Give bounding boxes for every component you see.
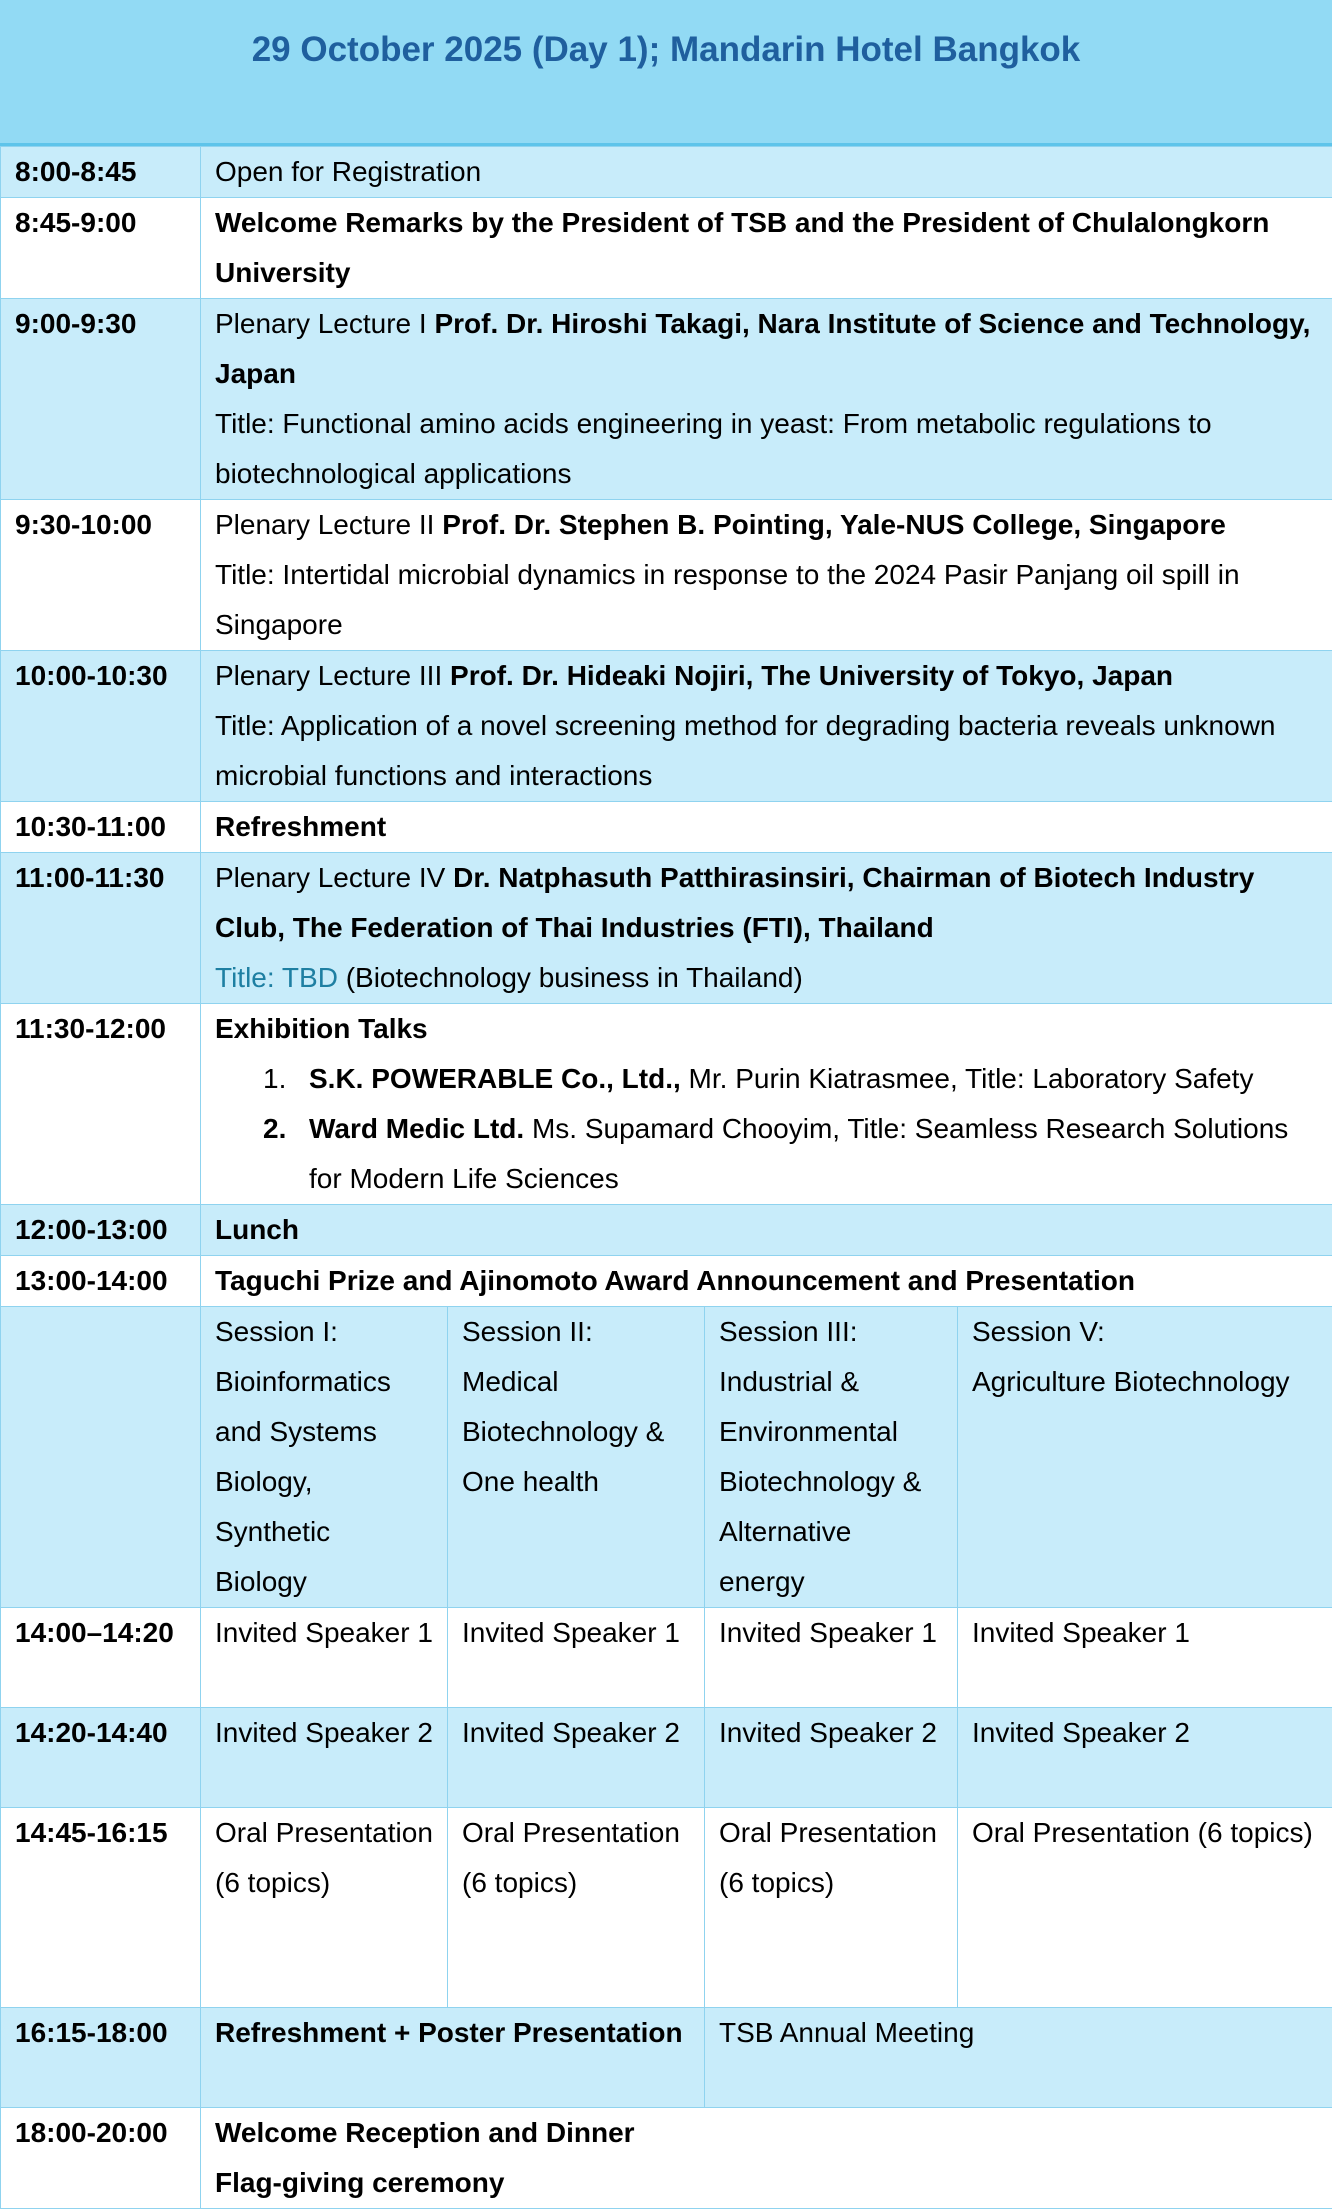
list-item [215,1104,1318,1204]
session-title: Session I: [215,1307,433,1357]
session-line: and Systems [215,1407,433,1457]
page-title: 29 October 2025 (Day 1); Mandarin Hotel Bangkok [0,30,1332,70]
time-cell: 16:15-18:00 [1,2008,201,2108]
event-cell: Lunch [201,1205,1332,1256]
list-number: 2. [263,1104,286,1154]
session-slot: Oral Presentation (6 topics) [448,1808,705,2008]
session-slot: Invited Speaker 1 [201,1608,448,1708]
speaker-name: Prof. Dr. Hiroshi Takagi, Nara Institute of Science and Technology, Japan [215,308,1310,389]
event-cell [201,853,1332,1004]
session-cell [958,1307,1332,1608]
session-slot: Oral Presentation (6 topics) [705,1808,958,2008]
time-cell: 14:20-14:40 [1,1708,201,1808]
lecture-label: Plenary Lecture IV [215,862,453,893]
talk-detail: Ms. Supamard Chooyim, Title: Seamless Research Solutions for Modern Life Sciences [309,1113,1288,1194]
ceremony-line: Flag-giving ceremony [215,2158,1318,2208]
session-line: energy [719,1557,943,1607]
session-line: Environmental [719,1407,943,1457]
lecture-label: Plenary Lecture III [215,660,450,691]
time-cell: 8:45-9:00 [1,198,201,299]
time-cell: 11:30-12:00 [1,1004,201,1205]
schedule-table [0,146,1332,2209]
title-note: (Biotechnology business in Thailand) [338,962,803,993]
lecture-title [215,953,1318,1003]
session-slot: Invited Speaker 2 [958,1708,1332,1808]
table-row [1,147,1332,198]
session-slot: Invited Speaker 1 [448,1608,705,1708]
lecture-title: Title: Application of a novel screening method for degrading bacteria reveals unknown microbial functions and interactions [215,701,1318,801]
session-slot: Oral Presentation (6 topics) [958,1808,1332,2008]
event-cell: Taguchi Prize and Ajinomoto Award Announcement and Presentation [201,1256,1332,1307]
list-item [215,1054,1318,1104]
time-cell: 10:30-11:00 [1,802,201,853]
event-cell [201,1004,1332,1205]
session-slot: Invited Speaker 2 [705,1708,958,1808]
event-cell [201,299,1332,500]
event-cell [201,2108,1332,2209]
speaker-name: Prof. Dr. Stephen B. Pointing, Yale-NUS College, Singapore [442,509,1226,540]
lecture-title: Title: Intertidal microbial dynamics in response to the 2024 Pasir Panjang oil spill in Singapore [215,550,1318,650]
event-cell: Welcome Remarks by the President of TSB and the President of Chulalongkorn University [201,198,1332,299]
time-cell: 8:00-8:45 [1,147,201,198]
time-cell: 11:00-11:30 [1,853,201,1004]
time-cell [1,1307,201,1608]
time-cell: 18:00-20:00 [1,2108,201,2209]
table-row [1,651,1332,802]
session-line: Bioinformatics [215,1357,433,1407]
table-row [1,1608,1332,1708]
event-cell: Refreshment + Poster Presentation [201,2008,705,2108]
session-slot: Invited Speaker 1 [958,1608,1332,1708]
lecture-label: Plenary Lecture II [215,509,442,540]
lecture-label: Plenary Lecture I [215,308,434,339]
session-line: Synthetic [215,1507,433,1557]
table-row [1,1205,1332,1256]
session-line: One health [462,1457,690,1507]
title-tbd: Title: TBD [215,962,338,993]
lecture-title: Title: Functional amino acids engineering in yeast: From metabolic regulations to biotechnological applications [215,399,1318,499]
session-title: Session V: [972,1307,1318,1357]
table-row [1,1256,1332,1307]
time-cell: 9:00-9:30 [1,299,201,500]
session-cell [201,1307,448,1608]
time-cell: 12:00-13:00 [1,1205,201,1256]
session-slot: Oral Presentation (6 topics) [201,1808,448,2008]
event-cell: Refreshment [201,802,1332,853]
session-slot: Invited Speaker 1 [705,1608,958,1708]
time-cell: 14:00–14:20 [1,1608,201,1708]
session-line: Biotechnology & [462,1407,690,1457]
session-title: Session III: [719,1307,943,1357]
session-cell [705,1307,958,1608]
session-line: Agriculture Biotechnology [972,1357,1318,1407]
event-cell [201,500,1332,651]
session-line: Industrial & [719,1357,943,1407]
reception-line: Welcome Reception and Dinner [215,2108,1318,2158]
talk-detail: Mr. Purin Kiatrasmee, Title: Laboratory Safety [681,1063,1254,1094]
table-row [1,198,1332,299]
time-cell: 14:45-16:15 [1,1808,201,2008]
session-slot: Invited Speaker 2 [201,1708,448,1808]
session-line: Biology, [215,1457,433,1507]
session-slot: Invited Speaker 2 [448,1708,705,1808]
time-cell: 10:00-10:30 [1,651,201,802]
list-number: 1. [263,1054,286,1104]
table-row [1,853,1332,1004]
meeting-cell: TSB Annual Meeting [705,2008,1332,2108]
speaker-name: Prof. Dr. Hideaki Nojiri, The University of Tokyo, Japan [450,660,1173,691]
session-cell [448,1307,705,1608]
event-cell: Open for Registration [201,147,1332,198]
table-row [1,1004,1332,1205]
company-name: S.K. POWERABLE Co., Ltd., [309,1063,681,1094]
table-row [1,500,1332,651]
session-line: Alternative [719,1507,943,1557]
exhibition-talk-list [215,1054,1318,1204]
session-line: Biotechnology & [719,1457,943,1507]
session-line: Medical [462,1357,690,1407]
table-row [1,299,1332,500]
session-line: Biology [215,1557,433,1607]
session-title: Session II: [462,1307,690,1357]
exhibition-heading: Exhibition Talks [215,1004,1318,1054]
company-name: Ward Medic Ltd. [309,1113,524,1144]
table-row [1,1808,1332,2008]
page-header [0,0,1332,146]
event-cell [201,651,1332,802]
table-row [1,1708,1332,1808]
table-row [1,2008,1332,2108]
table-row [1,1307,1332,1608]
table-row [1,802,1332,853]
table-row [1,2108,1332,2209]
time-cell: 9:30-10:00 [1,500,201,651]
time-cell: 13:00-14:00 [1,1256,201,1307]
speaker-name: Dr. Natphasuth Patthirasinsiri, Chairman of Biotech Industry Club, The Federation of Thai Industries (FTI), Thailand [215,862,1254,943]
